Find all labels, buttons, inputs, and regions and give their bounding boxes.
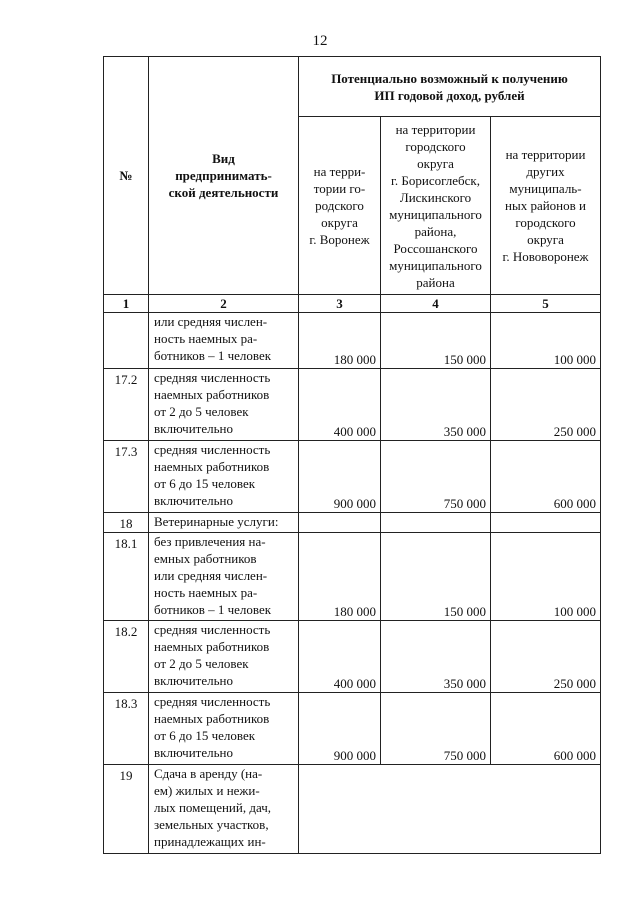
cell-text-line: наемных работников: [154, 639, 270, 654]
row-number: 19: [104, 765, 149, 854]
cell-text-line: тории го-: [313, 181, 366, 196]
table-row: [104, 441, 601, 513]
cell-text-line: земельных участков,: [154, 817, 269, 832]
cell-text-line: средняя численность: [154, 622, 271, 637]
cell-text-line: округа: [417, 155, 454, 171]
cell-text-line: наемных работников: [154, 459, 270, 474]
cell-text-line: района,: [414, 223, 457, 239]
cell-text-line: ем) жилых и нежи-: [154, 783, 260, 798]
cell-text-line: включительно: [154, 493, 233, 508]
column-number: 1: [104, 295, 149, 313]
cell-text-line: лых помещений, дач,: [154, 800, 271, 815]
cell-text-line: городского: [405, 138, 466, 154]
row-number: 18.1: [104, 533, 149, 621]
row-description: [149, 621, 299, 693]
cell-text-line: г. Воронеж: [309, 232, 370, 247]
row-number: 17.3: [104, 441, 149, 513]
row-value-voronezh: 180 000: [299, 313, 381, 369]
cell-text-line: муниципаль-: [509, 181, 582, 196]
cell-text-line: Вид: [212, 151, 235, 166]
row-value-borisoglebsk: 150 000: [381, 533, 491, 621]
row-value-other: 250 000: [491, 621, 601, 693]
cell-text-line: Лискинского: [399, 189, 472, 205]
header-col-borisoglebsk: [381, 117, 491, 295]
table-row: [104, 369, 601, 441]
cell-text-line: включительно: [154, 421, 233, 436]
cell-text-line: средняя численность: [154, 370, 271, 385]
row-value-other: 600 000: [491, 693, 601, 765]
cell-text-line: ИП годовой доход, рублей: [374, 87, 525, 103]
cell-text-line: ность наемных ра-: [154, 585, 258, 600]
row-value-borisoglebsk: 350 000: [381, 621, 491, 693]
row-value-voronezh: 180 000: [299, 533, 381, 621]
cell-text-line: или средняя числен-: [154, 568, 268, 583]
cell-text-line: других: [526, 164, 565, 179]
row-number: 18.2: [104, 621, 149, 693]
table-row: [104, 765, 601, 854]
cell-text-line: или средняя числен-: [154, 314, 268, 329]
cell-text-line: Россошанского: [393, 240, 478, 256]
cell-text-line: предпринимать-: [175, 168, 272, 183]
table-row: [104, 621, 601, 693]
cell-text-line: г. Борисоглебск,: [391, 172, 480, 188]
cell-text-line: Ветеринарные услуги:: [154, 514, 279, 529]
cell-text-line: от 2 до 5 человек: [154, 656, 249, 671]
header-col-other: [491, 117, 601, 295]
cell-text-line: г. Нововоронеж: [502, 249, 589, 264]
cell-text-line: без привлечения на-: [154, 534, 266, 549]
row-number: [104, 313, 149, 369]
cell-text-line: на терри-: [313, 164, 366, 179]
row-description: [149, 369, 299, 441]
cell-text-line: принадлежащих ин-: [154, 834, 266, 849]
cell-text-line: от 6 до 15 человек: [154, 728, 256, 743]
row-value-voronezh: 900 000: [299, 441, 381, 513]
row-value-borisoglebsk: [381, 513, 491, 533]
row-value-empty: [299, 765, 601, 854]
cell-text-line: городского: [515, 215, 576, 230]
header-number: №: [104, 57, 149, 295]
column-number: 2: [149, 295, 299, 313]
cell-text-line: средняя численность: [154, 442, 271, 457]
cell-text-line: ных районов и: [505, 198, 586, 213]
cell-text-line: включительно: [154, 745, 233, 760]
header-activity-type: [149, 57, 299, 295]
row-description: [149, 765, 299, 854]
row-value-voronezh: 900 000: [299, 693, 381, 765]
column-number: 5: [491, 295, 601, 313]
cell-text-line: округа: [321, 215, 358, 230]
cell-text-line: района: [416, 274, 455, 290]
row-value-other: 600 000: [491, 441, 601, 513]
cell-text-line: Потенциально возможный к получению: [331, 70, 568, 86]
row-value-voronezh: 400 000: [299, 369, 381, 441]
cell-text-line: включительно: [154, 673, 233, 688]
cell-text-line: Сдача в аренду (на-: [154, 766, 263, 781]
table-row: [104, 313, 601, 369]
row-value-voronezh: 400 000: [299, 621, 381, 693]
row-number: 18: [104, 513, 149, 533]
row-value-other: 100 000: [491, 533, 601, 621]
table-row: [104, 533, 601, 621]
row-description: [149, 513, 299, 533]
row-value-other: [491, 513, 601, 533]
cell-text-line: муниципального: [389, 206, 482, 222]
cell-text-line: наемных работников: [154, 387, 270, 402]
row-number: 18.3: [104, 693, 149, 765]
column-number: 3: [299, 295, 381, 313]
page-number: 12: [312, 33, 328, 49]
row-description: [149, 533, 299, 621]
cell-text-line: наемных работников: [154, 711, 270, 726]
row-value-voronezh: [299, 513, 381, 533]
cell-text-line: ность наемных ра-: [154, 331, 258, 346]
row-description: [149, 313, 299, 369]
header-col-voronezh: [299, 117, 381, 295]
row-value-borisoglebsk: 750 000: [381, 441, 491, 513]
row-value-other: 250 000: [491, 369, 601, 441]
cell-text-line: муниципального: [389, 257, 482, 273]
cell-text-line: ботников – 1 человек: [154, 348, 272, 363]
row-description: [149, 441, 299, 513]
row-value-borisoglebsk: 350 000: [381, 369, 491, 441]
cell-text-line: родского: [315, 198, 364, 213]
row-value-borisoglebsk: 150 000: [381, 313, 491, 369]
cell-text-line: ской деятельности: [168, 185, 279, 200]
row-value-other: 100 000: [491, 313, 601, 369]
cell-text-line: на территории: [395, 121, 476, 137]
header-income-group: [299, 57, 601, 117]
row-value-borisoglebsk: 750 000: [381, 693, 491, 765]
cell-text-line: средняя численность: [154, 694, 271, 709]
cell-text-line: от 2 до 5 человек: [154, 404, 249, 419]
row-number: 17.2: [104, 369, 149, 441]
income-table: [103, 56, 601, 854]
row-description: [149, 693, 299, 765]
table-row: [104, 693, 601, 765]
cell-text-line: округа: [527, 232, 564, 247]
cell-text-line: от 6 до 15 человек: [154, 476, 256, 491]
cell-text-line: емных работников: [154, 551, 257, 566]
cell-text-line: на территории: [505, 147, 586, 162]
table-row: [104, 513, 601, 533]
column-number: 4: [381, 295, 491, 313]
cell-text-line: ботников – 1 человек: [154, 602, 272, 617]
